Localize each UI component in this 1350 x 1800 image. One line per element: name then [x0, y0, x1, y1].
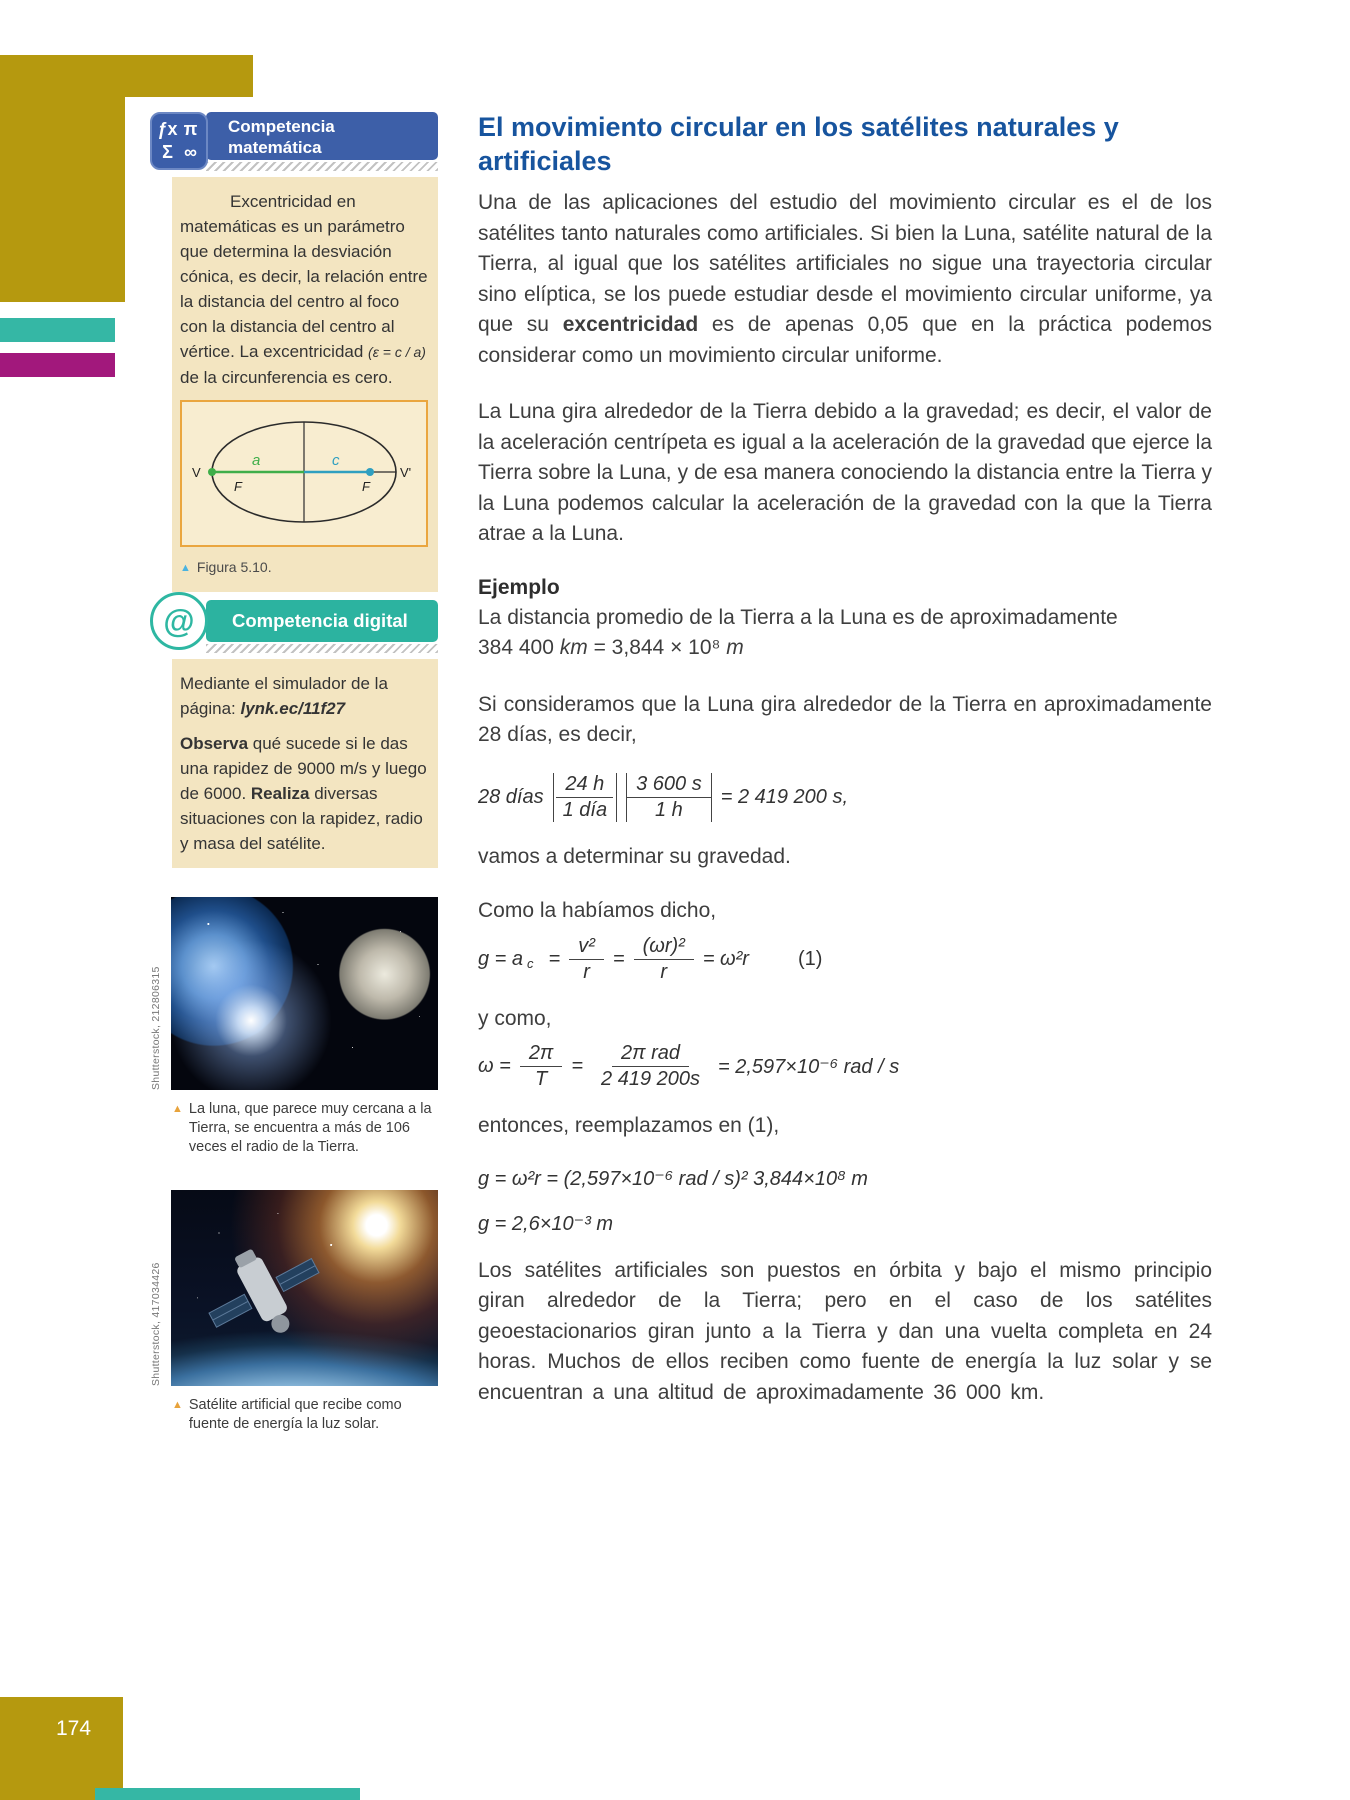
photo1-caption-text: La luna, que parece muy cercana a la Tierra, se encuentra a más de 106 veces el radio de la Tierra.: [188, 1101, 432, 1155]
at-icon: [150, 592, 208, 650]
focus-dot-teal: [366, 468, 374, 476]
deco-teal-bottom-bar: [95, 1788, 360, 1800]
math-glyph-pi: π: [183, 119, 198, 139]
numerator: v²: [569, 935, 604, 960]
eq-g-lhs: g = a: [478, 947, 524, 970]
paragraph-intro: [478, 188, 1212, 371]
photo2-credit: Shutterstock, 417034426: [150, 1262, 162, 1386]
eq-g-rhs: = ω²r: [702, 947, 749, 970]
label-a: a: [252, 452, 261, 469]
unit-km: km: [559, 636, 588, 659]
math-competence-title: [206, 112, 438, 160]
photo-earth-moon: [171, 897, 438, 1090]
fraction-wr2-r: [634, 935, 694, 984]
fraction-v2-r: [569, 935, 604, 984]
p1-post: es de apenas 0,05 que en la práctica podemos considerar como un movimiento circular uniforme.: [478, 313, 1212, 367]
eq-omega-result: = 2,597×10⁻⁶ rad / s: [718, 1056, 900, 1078]
numerator: 3 600 s: [627, 773, 711, 798]
equation-number: (1): [797, 947, 823, 970]
label-c: c: [332, 452, 340, 469]
satellite-illustration: [171, 1190, 438, 1386]
equals-sign: =: [548, 947, 561, 970]
distance-value: 384 400: [478, 636, 560, 659]
denominator: r: [583, 960, 590, 983]
photo-satellite-block: [150, 1190, 438, 1386]
digital-text-pre: Mediante el simulador de la página:: [180, 674, 388, 718]
denominator: r: [660, 960, 668, 983]
hatch-strip: [206, 162, 438, 171]
paragraph-determine-gravity: vamos a determinar su gravedad.: [478, 844, 791, 868]
excentricidad-bold: excentricidad: [562, 313, 699, 336]
equation-angular-velocity: [478, 1042, 1212, 1091]
fraction-hours-per-day: [553, 773, 617, 822]
digital-competence-title: Competencia digital: [206, 600, 438, 642]
photo2-caption-text: Satélite artificial que recibe como fuente de energía la luz solar.: [188, 1397, 402, 1432]
unit-m: m: [726, 636, 744, 659]
caption-marker-icon: ▲: [172, 1399, 183, 1411]
equation-time-conversion: [478, 773, 1212, 822]
digital-text-end: diversas situaciones con la rapidez, radio y masa del satélite.: [180, 784, 423, 853]
numerator: 24 h: [556, 773, 613, 798]
label-f-left: F: [234, 479, 242, 494]
ellipse-diagram: [184, 404, 424, 536]
paragraph-artificial-satellites: Los satélites artificiales son puestos en órbita y bajo el mismo principio giran alrededor de la Tierra; pero en el caso de los satélites geoestacionarios giran junto a la Tierra y dan una vuelta completa en 24 horas. Muchos de ellos reciben como fuente de energía la luz solar y se encuentran a una altitud de aproximadamente 36 000 km.: [478, 1258, 1212, 1404]
equals-sign: =: [612, 947, 625, 970]
math-glyph-fx: ƒx: [157, 119, 178, 139]
eccentricity-formula: (ε = c / a): [368, 344, 426, 360]
math-competence-title-line2: matemática: [228, 138, 322, 157]
denominator: 1 h: [654, 798, 683, 821]
paragraph-replace: entonces, reemplazamos en (1),: [478, 1114, 780, 1137]
digital-competence-body: [172, 659, 438, 868]
deco-teal-bar: [0, 318, 115, 342]
eq-time-result: = 2 419 200 s,: [720, 785, 849, 808]
p1-pre: Una de las aplicaciones del estudio del movimiento circular es el de los satélites tanto naturales como artificiales. Si bien la Luna, satélite natural de la Tierra, al igual que los satélites artificiales no sigue una trayectoria circular sino elíptica, se los puede estudiar desde el movimiento circular uniforme, ya que su: [478, 191, 1212, 336]
hatch-strip: [206, 644, 438, 653]
fraction-2pirad-period: [592, 1042, 709, 1091]
example-text: [478, 603, 1212, 664]
paragraph-28-days: Si consideramos que la Luna gira alrededor de la Tierra en aproximadamente 28 días, es decir,: [478, 692, 1212, 746]
deco-magenta-bar: [0, 353, 115, 377]
paragraph-gravity: La Luna gira alrededor de la Tierra debido a la gravedad; es decir, el valor de la aceleración centrípeta es igual a la aceleración de la gravedad que ejerce la Tierra sobre la Luna, y de esa manera conociendo la distancia entre la Tierra y la Luna podemos calcular la aceleración de la gravedad con la que la Tierra atrae a la Luna.: [478, 400, 1212, 545]
math-competence-icon: [150, 112, 208, 170]
caption-marker-icon: ▲: [172, 1103, 183, 1115]
simulator-link[interactable]: lynk.ec/11f27: [240, 699, 346, 718]
equation-centripetal: [478, 935, 1212, 984]
denominator: T: [534, 1068, 548, 1090]
observa-bold: Observa: [180, 734, 249, 753]
math-competence-box: [150, 112, 438, 592]
page-number: 174: [56, 1717, 92, 1740]
numerator: 2π: [520, 1042, 563, 1067]
label-v: V: [192, 465, 201, 480]
eq-omega-lhs: ω =: [478, 1055, 511, 1077]
math-glyph-sigma: Σ: [162, 142, 173, 162]
math-competence-body: [172, 177, 438, 592]
deco-gold-side-bar: [0, 55, 125, 302]
main-column: [478, 110, 1212, 1408]
photo-satellite: [171, 1190, 438, 1386]
example-line1: La distancia promedio de la Tierra a la Luna es de aproximadamente: [478, 605, 1118, 629]
figure-ellipse: [180, 400, 428, 547]
math-glyph-infinity: ∞: [184, 142, 197, 162]
denominator: 1 día: [562, 798, 608, 821]
equation-gravity-substitution: g = ω²r = (2,597×10⁻⁶ rad / s)² 3,844×10⁸ m: [478, 1167, 868, 1190]
paragraph-as-said: Como la habíamos dicho,: [478, 899, 717, 922]
label-f-right: F: [362, 479, 370, 494]
digital-competence-box: [150, 600, 438, 868]
equation-gravity-result: g = 2,6×10⁻³ m: [478, 1212, 614, 1235]
digital-text-2: [180, 731, 428, 856]
fraction-2pi-T: [520, 1042, 563, 1091]
fraction-seconds-per-hour: [626, 773, 712, 822]
equals-sign: =: [571, 1055, 584, 1077]
photo1-credit: Shutterstock, 212806315: [150, 966, 162, 1090]
math-text-pre: Excentricidad en matemáticas es un parámetro que determina la desviación cónica, es decir, la relación entre la distancia del centro al foco con la distancia del centro al vértice. La excentricidad: [180, 192, 428, 361]
page-number-block: [0, 1697, 123, 1800]
photo2-caption: [172, 1396, 440, 1434]
math-competence-title-line1: Competencia: [228, 117, 335, 136]
page-title: El movimiento circular en los satélites naturales y artificiales: [478, 112, 1119, 176]
example-heading: Ejemplo: [478, 575, 560, 599]
subscript-c: c: [527, 955, 534, 971]
numerator: 2π rad: [612, 1042, 689, 1067]
label-v-prime: V': [400, 465, 412, 480]
math-text-post: de la circunferencia es cero.: [180, 368, 393, 387]
figure-caption-text: Figura 5.10.: [196, 559, 272, 575]
photo-earth-moon-block: [150, 897, 438, 1090]
digital-text-mid: qué sucede si le das una rapidez de 9000 m/s y luego de 6000.: [180, 734, 427, 803]
denominator: 2 419 200s: [601, 1068, 701, 1090]
distance-scientific: = 3,844 × 10⁸: [587, 636, 727, 659]
photo1-caption: [172, 1100, 440, 1157]
math-competence-text: [180, 189, 428, 390]
digital-text-1: [180, 671, 428, 721]
at-glyph: @: [163, 602, 195, 639]
figure-caption: [180, 555, 428, 580]
numerator: (ωr)²: [634, 935, 694, 960]
eq-time-lead: 28 días: [478, 785, 544, 808]
figure-marker-icon: ▲: [180, 562, 191, 574]
paragraph-and-as: y como,: [478, 1006, 552, 1030]
realiza-bold: Realiza: [250, 784, 310, 803]
vertex-dot-green: [208, 468, 216, 476]
